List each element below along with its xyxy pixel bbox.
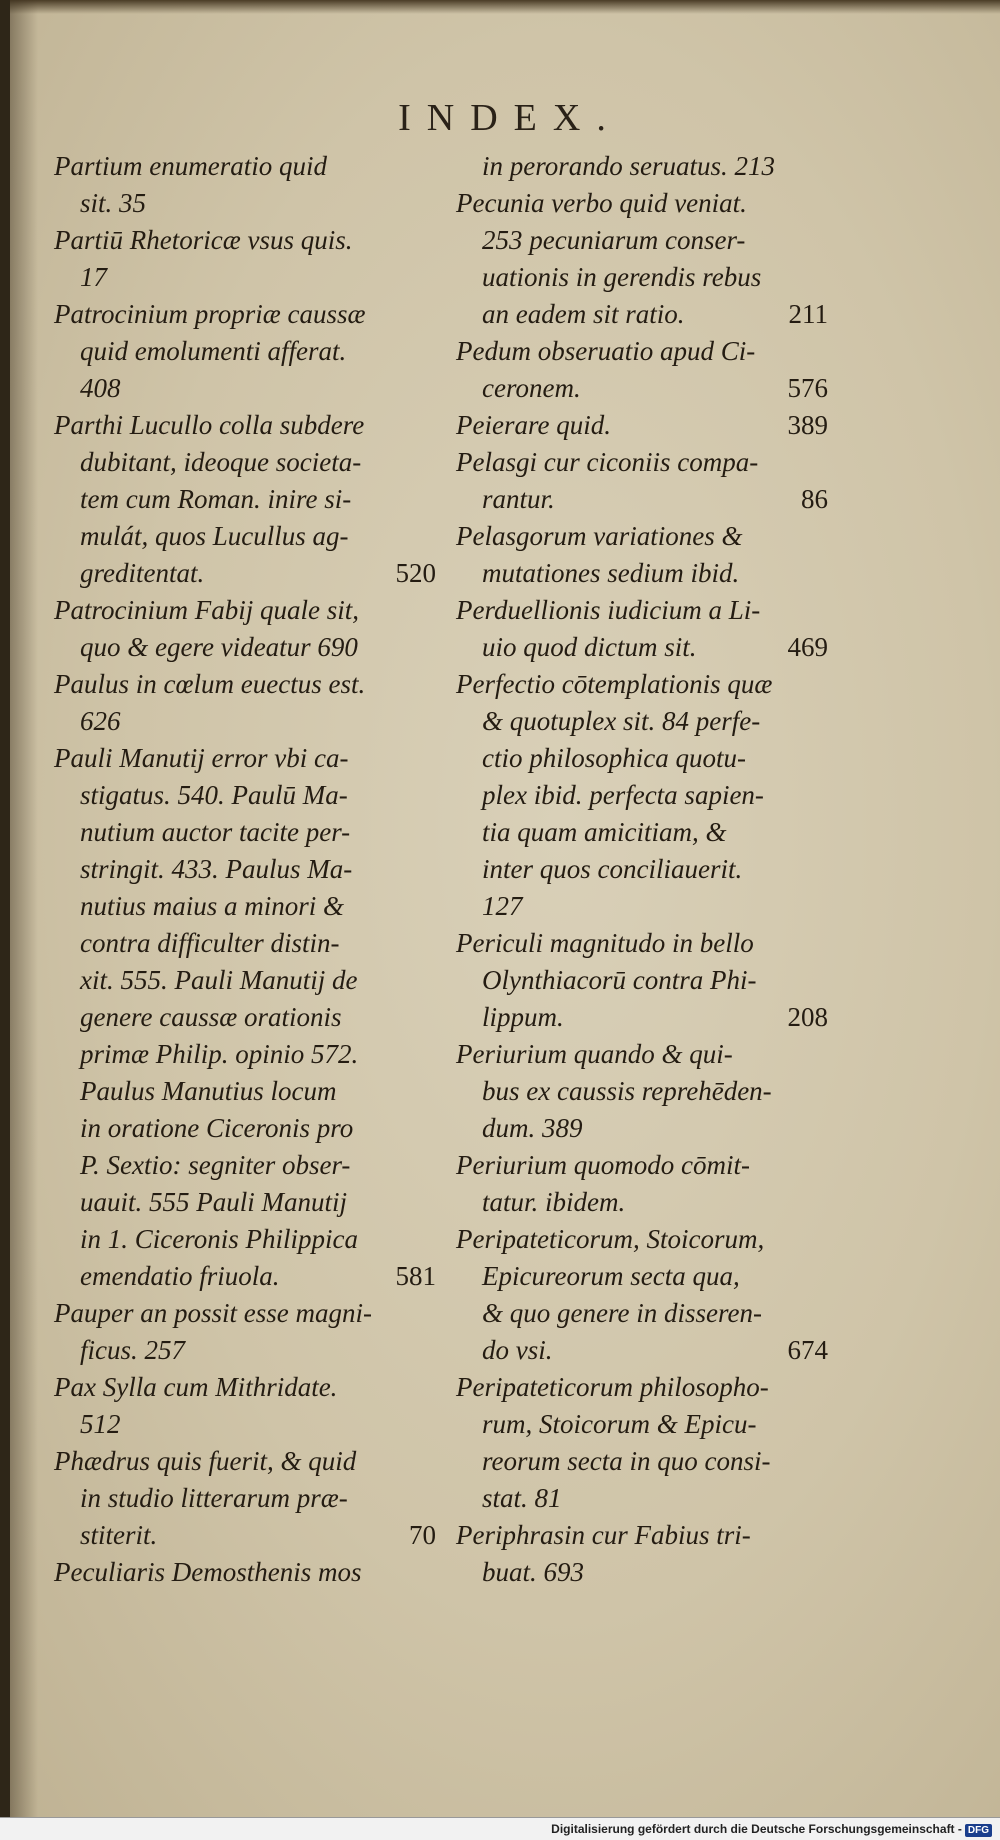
index-line [54,851,436,888]
index-line [54,1406,436,1443]
page-number: 581 [395,1261,436,1291]
index-line [54,481,436,518]
index-text: Peculiaris Demosthenis mos [54,1557,362,1587]
index-text: emendatio friuola. [80,1261,280,1291]
index-text: Periculi magnitudo in bello [456,928,754,958]
index-text: sit. 35 [80,188,147,218]
index-text: Phædrus quis fuerit, & quid [54,1446,357,1476]
index-text: Perduellionis iudicium a Li- [456,595,761,625]
index-text: nutium auctor tacite per- [80,817,351,847]
index-text: greditentat. [80,558,205,588]
index-line [54,444,436,481]
page-number: 520 [395,558,436,588]
index-text: 408 [80,373,121,403]
index-line [456,1443,828,1480]
index-text: uationis in gerendis rebus [482,262,762,292]
index-text: Patrocinium propriæ caussæ [54,299,366,329]
index-line [54,925,436,962]
index-text: 512 [80,1409,121,1439]
index-line [54,962,436,999]
footer-credit [551,1822,992,1837]
index-line [456,1184,828,1221]
index-line [456,333,828,370]
index-text: & quo genere in disseren- [482,1298,762,1328]
index-line [456,1073,828,1110]
index-text: primæ Philip. opinio 572. [80,1039,359,1069]
index-text: ceronem. [482,373,581,403]
index-text: rum, Stoicorum & Epicu- [482,1409,757,1439]
index-line [456,925,828,962]
index-line [54,1221,436,1258]
index-text: nutius maius a minori & [80,891,345,921]
index-text: 127 [482,891,523,921]
index-text: Olynthiacorū contra Phi- [482,965,757,995]
index-text: Pax Sylla cum Mithridate. [54,1372,338,1402]
index-text: tatur. ibidem. [482,1187,626,1217]
index-line [54,592,436,629]
index-text: 17 [80,262,107,292]
index-line [54,703,436,740]
index-text: in studio litterarum præ- [80,1483,348,1513]
index-text: 626 [80,706,121,736]
index-line [456,1554,828,1591]
index-line [456,629,828,666]
index-text: Peierare quid. [456,410,611,440]
index-line [456,1036,828,1073]
index-text: an eadem sit ratio. [482,299,685,329]
index-line [456,814,828,851]
index-text: dubitant, ideoque societa- [80,447,362,477]
index-line [456,740,828,777]
index-text: plex ibid. perfecta sapien- [482,780,764,810]
index-text: dum. 389 [482,1113,583,1143]
index-line [54,518,436,555]
index-text: stat. 81 [482,1483,562,1513]
index-line [54,296,436,333]
index-line [54,1295,436,1332]
index-line [54,888,436,925]
index-line [54,259,436,296]
index-line [54,370,436,407]
index-line [456,296,828,333]
index-line [456,1369,828,1406]
index-text: tem cum Roman. inire si- [80,484,352,514]
index-text: Epicureorum secta qua, [482,1261,740,1291]
index-line [456,1332,828,1369]
index-line [54,629,436,666]
index-line [456,370,828,407]
page-number: 389 [787,410,828,440]
index-line [54,814,436,851]
index-line [54,148,436,185]
index-text: uio quod dictum sit. [482,632,697,662]
page-number: 674 [787,1335,828,1365]
index-text: in 1. Ciceronis Philippica [80,1224,358,1254]
index-line [456,1517,828,1554]
index-line [456,185,828,222]
index-text: 253 pecuniarum conser- [482,225,746,255]
index-line [54,555,436,592]
index-line [456,592,828,629]
index-text: quo & egere videatur 690 [80,632,358,662]
index-text: do vsi. [482,1335,553,1365]
index-line [54,999,436,1036]
index-column-left [54,148,436,1591]
index-line [456,888,828,925]
index-line [54,1036,436,1073]
index-line [456,851,828,888]
page-number: 70 [409,1520,436,1550]
index-text: Pelasgorum variationes & [456,521,743,551]
index-text: Pedum obseruatio apud Ci- [456,336,756,366]
index-text: mutationes sedium ibid. [482,558,740,588]
index-text: Perfectio cōtemplationis quæ [456,669,773,699]
index-text: contra difficulter distin- [80,928,340,958]
page-header: INDEX. [398,97,622,139]
index-line [54,1258,436,1295]
index-line [456,259,828,296]
page-number: 211 [788,299,828,329]
index-text: Parthi Lucullo colla subdere [54,410,365,440]
index-line [54,1073,436,1110]
footer-bar [0,1817,1000,1840]
index-text: Periphrasin cur Fabius tri- [456,1520,751,1550]
index-line [456,999,828,1036]
index-line [456,1147,828,1184]
index-text: Pauper an possit esse magni- [54,1298,372,1328]
index-text: Paulus Manutius locum [80,1076,337,1106]
index-text: Paulus in cœlum euectus est. [54,669,366,699]
index-text: Peripateticorum, Stoicorum, [456,1224,765,1254]
index-text: in perorando seruatus. 213 [482,151,776,181]
index-line [456,407,828,444]
index-line [54,777,436,814]
index-line [456,962,828,999]
index-text: reorum secta in quo consi- [482,1446,771,1476]
index-line [456,518,828,555]
index-line [456,1258,828,1295]
index-line [54,666,436,703]
index-line [54,740,436,777]
index-text: quid emolumenti afferat. [80,336,347,366]
index-text: P. Sextio: segniter obser- [80,1150,351,1180]
index-text: in oratione Ciceronis pro [80,1113,354,1143]
index-line [456,444,828,481]
index-line [54,185,436,222]
index-line [54,1480,436,1517]
index-line [456,777,828,814]
index-text: rantur. [482,484,555,514]
index-line [456,1480,828,1517]
index-text: buat. 693 [482,1557,585,1587]
index-text: lippum. [482,1002,564,1032]
index-line [456,148,828,185]
index-line [456,1295,828,1332]
index-text: stiterit. [80,1520,158,1550]
index-text: genere caussæ orationis [80,1002,342,1032]
index-line [456,1221,828,1258]
index-line [54,222,436,259]
index-text: Periurium quando & qui- [456,1039,733,1069]
page-number: 469 [787,632,828,662]
index-text: uauit. 555 Pauli Manutij [80,1187,347,1217]
index-text: Patrocinium Fabij quale sit, [54,595,359,625]
index-text: Periurium quomodo cōmit- [456,1150,750,1180]
index-text: xit. 555. Pauli Manutij de [80,965,358,995]
index-line [54,1443,436,1480]
index-line [456,666,828,703]
index-line [54,1332,436,1369]
index-text: & quotuplex sit. 84 perfe- [482,706,761,736]
index-text: Pauli Manutij error vbi ca- [54,743,349,773]
index-line [54,1554,436,1591]
index-text: stringit. 433. Paulus Ma- [80,854,353,884]
index-line [456,703,828,740]
index-line [54,407,436,444]
dfg-logo: DFG [965,1824,992,1837]
index-text: Partiū Rhetoricæ vsus quis. [54,225,353,255]
index-line [54,1110,436,1147]
index-line [456,481,828,518]
page-number: 86 [801,484,828,514]
page-number: 208 [787,1002,828,1032]
index-text: Peripateticorum philosopho- [456,1372,769,1402]
index-text: Pelasgi cur ciconiis compa- [456,447,759,477]
index-text: tia quam amicitiam, & [482,817,727,847]
index-line [54,333,436,370]
index-text: inter quos conciliauerit. [482,854,743,884]
index-column-right [456,148,828,1591]
index-text: bus ex caussis reprehēden- [482,1076,772,1106]
index-line [54,1517,436,1554]
index-text: mulát, quos Lucullus ag- [80,521,349,551]
index-text: ficus. 257 [80,1335,185,1365]
index-text: ctio philosophica quotu- [482,743,746,773]
index-line [54,1184,436,1221]
index-text: Pecunia verbo quid veniat. [456,188,747,218]
index-line [54,1147,436,1184]
index-line [456,1406,828,1443]
index-line [456,222,828,259]
index-line [456,555,828,592]
index-line [54,1369,436,1406]
footer-text: Digitalisierung gefördert durch die Deutsche Forschungsgemeinschaft - [551,1822,962,1836]
index-text: Partium enumeratio quid [54,151,327,181]
index-line [456,1110,828,1147]
index-text: stigatus. 540. Paulū Ma- [80,780,348,810]
page-number: 576 [787,373,828,403]
